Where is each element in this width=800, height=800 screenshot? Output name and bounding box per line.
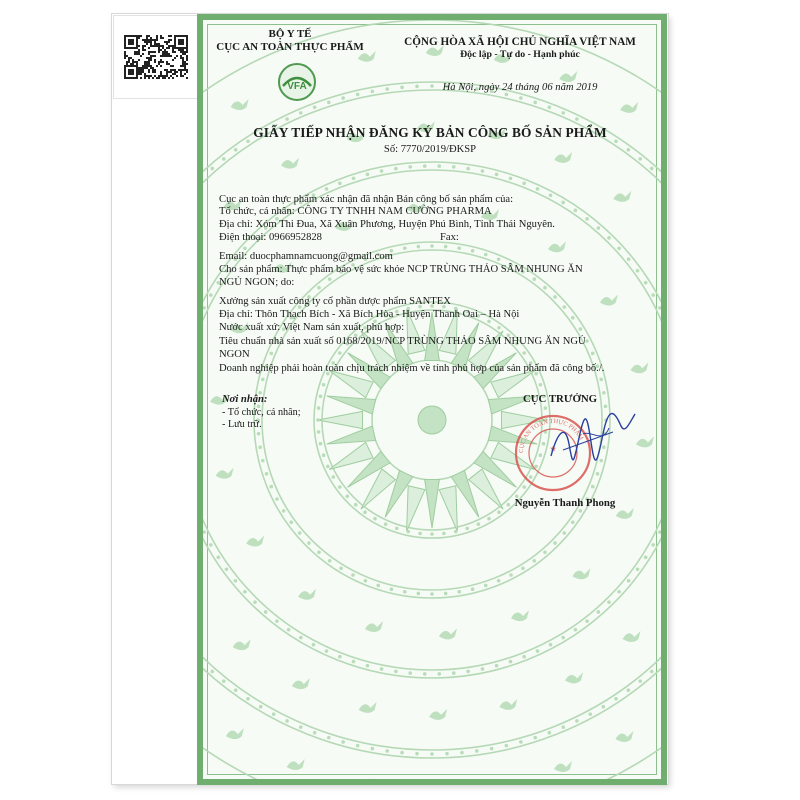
vfa-logo-text: VFA bbox=[287, 81, 307, 92]
vfa-logo-icon bbox=[277, 62, 317, 102]
recipients-label: Nơi nhận: bbox=[222, 394, 268, 405]
signer-position: CỤC TRƯỞNG bbox=[522, 393, 598, 405]
manufacturer-line: Xưởng sản xuất công ty cổ phần dược phẩm SANTEX bbox=[219, 296, 451, 307]
fax-line: Fax: bbox=[440, 232, 459, 243]
recipient-item-2: - Lưu trữ. bbox=[222, 419, 262, 430]
agency-name: CỤC AN TOÀN THỰC PHẨM bbox=[216, 41, 364, 53]
seal-center-text: ★ bbox=[549, 446, 557, 453]
ministry-name: BỘ Y TẾ bbox=[268, 28, 312, 40]
nation-name: CỘNG HÒA XÃ HỘI CHỦ NGHĨA VIỆT NAM bbox=[404, 36, 636, 48]
intro-line: Cục an toàn thực phẩm xác nhận đã nhận Bản công bố sản phẩm của: bbox=[219, 194, 514, 205]
phone-line: Điện thoại: 0966952828 bbox=[219, 232, 322, 243]
product-line-2: NGỦ NGON; do: bbox=[219, 277, 295, 288]
handwritten-signature bbox=[543, 404, 638, 476]
responsibility-line: Doanh nghiệp phải hoàn toàn chịu trách nhiệm về tính phù hợp của sản phẩm đã công bố./. bbox=[219, 363, 605, 374]
signer-name: Nguyễn Thanh Phong bbox=[514, 497, 616, 509]
standard-line-1: Tiêu chuẩn nhà sản xuất số 0168/2019/NCP TRÙNG THẢO SÂM NHUNG ĂN NGỦ bbox=[219, 336, 586, 347]
address-line: Địa chỉ: Xóm Thi Đua, Xã Xuân Phương, Huyện Phú Bình, Tỉnh Thái Nguyên. bbox=[219, 219, 555, 230]
place-date: Hà Nội, ngày 24 tháng 06 năm 2019 bbox=[442, 82, 598, 93]
manufacturer-address-line: Địa chỉ: Thôn Thạch Bích - Xã Bích Hòa - Huyện Thanh Oai – Hà Nội bbox=[219, 309, 520, 320]
origin-line: Nước xuất xứ: Việt Nam sản xuất, phù hợp: bbox=[219, 322, 405, 333]
standard-line-2: NGON bbox=[219, 349, 250, 360]
national-motto: Độc lập - Tự do - Hạnh phúc bbox=[460, 49, 580, 60]
email-line: Email: duocphamnamcuong@gmail.com bbox=[219, 251, 393, 262]
organization-line: Tổ chức, cá nhân: CÔNG TY TNHH NAM CƯỜNG PHARMA bbox=[219, 206, 492, 217]
seal-text-ring: CỤC AN TOÀN THỰC PHẨM bbox=[517, 417, 585, 454]
document-title: GIẤY TIẾP NHẬN ĐĂNG KÝ BẢN CÔNG BỐ SẢN PHẨM bbox=[253, 125, 607, 140]
document-number: Số: 7770/2019/ĐKSP bbox=[383, 144, 477, 155]
product-line-1: Cho sản phẩm: Thực phẩm bảo vệ sức khỏe NCP TRÙNG THẢO SÂM NHUNG ĂN bbox=[219, 264, 583, 275]
recipient-item-1: - Tổ chức, cá nhân; bbox=[222, 407, 301, 418]
